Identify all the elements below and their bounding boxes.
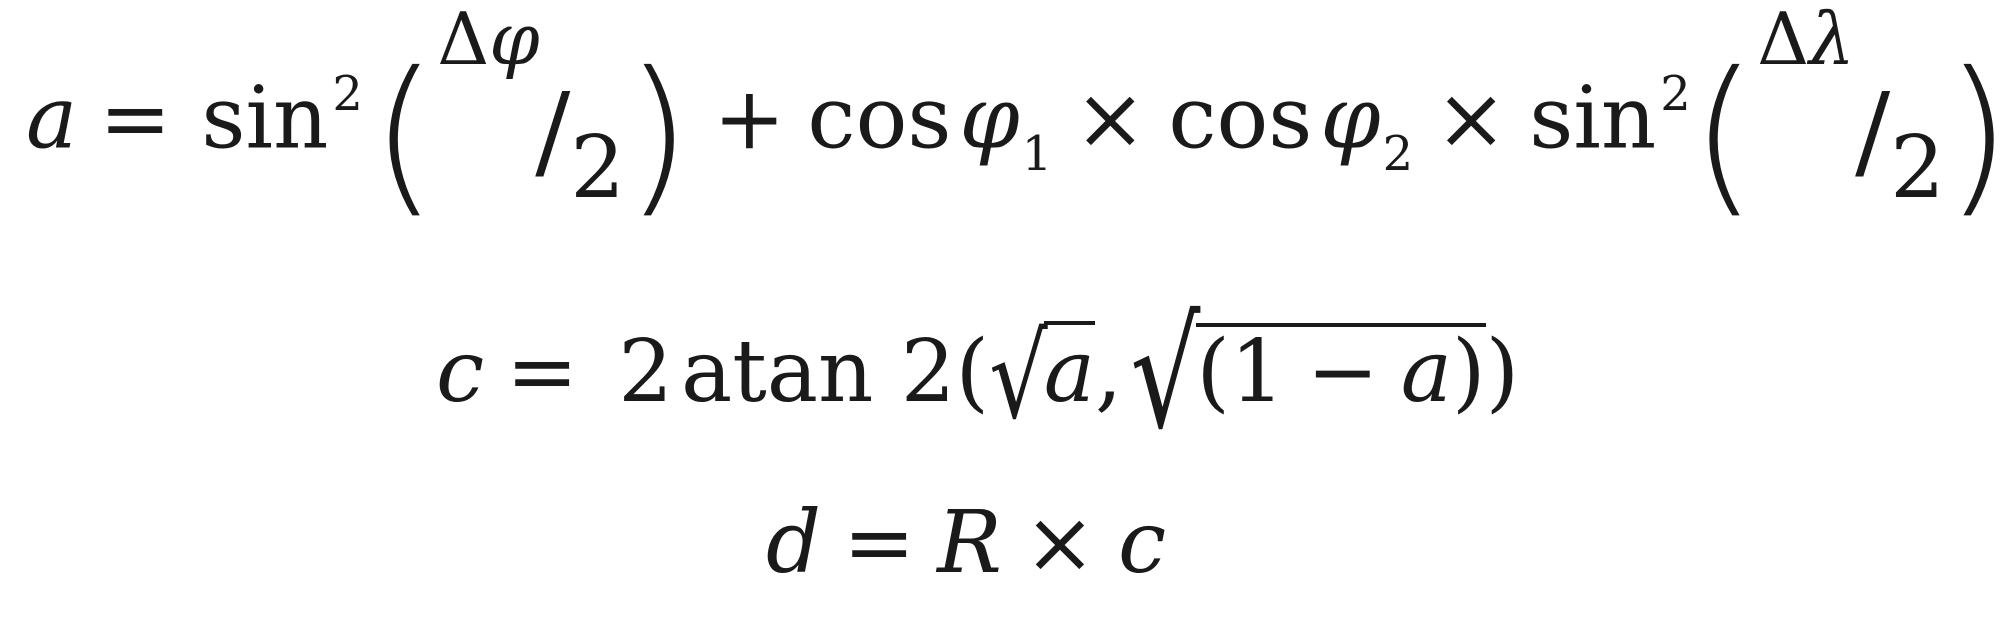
var-a: a [26, 68, 78, 169]
fraction-slash-2: / [1855, 70, 1891, 192]
denominator-two-2: 2 [1890, 118, 1945, 218]
delta-phi: Δφ [437, 0, 540, 81]
sin-function-2: sin [1529, 68, 1657, 169]
sqrt-a [989, 310, 1095, 445]
times-sign-2: × [1435, 68, 1508, 169]
equals-sign-3: = [843, 493, 916, 593]
sqrt-one-minus-a [1130, 288, 1486, 462]
delta-phi-over-2 [437, 0, 626, 218]
distance-formula [766, 493, 1167, 593]
sqrt-one-minus-a-body: (1 − a) [1196, 322, 1486, 422]
subscript-1: 1 [1021, 125, 1053, 182]
comma: , [1094, 322, 1123, 422]
var-c-2: c [1117, 493, 1167, 593]
var-d: d [766, 493, 822, 593]
radical-sign-2: √ [1130, 288, 1201, 462]
left-paren-2: ( [1690, 36, 1758, 234]
denominator-two: 2 [570, 118, 626, 218]
square-exponent: 2 [332, 65, 363, 122]
phi-2: φ [1320, 68, 1381, 169]
left-paren: ( [370, 36, 438, 234]
delta-lambda-over-2 [1757, 0, 1945, 218]
var-c: c [436, 322, 485, 422]
delta-lambda: Δλ [1757, 0, 1855, 81]
cos-function-2: cos [1168, 68, 1313, 169]
subscript-2: 2 [1382, 125, 1414, 182]
sin-function: sin [201, 68, 329, 169]
phi-1: φ [959, 68, 1020, 169]
var-R: R [937, 493, 1002, 593]
right-paren-2: ) [1944, 36, 2011, 234]
equals-sign-2: = [506, 322, 579, 422]
times-sign-3: × [1023, 493, 1096, 593]
haversine-a-formula [26, 0, 2011, 234]
radical-sign: √ [989, 310, 1048, 445]
square-exponent-2: 2 [1660, 65, 1691, 122]
cos-function: cos [807, 68, 952, 169]
fraction-slash: / [535, 70, 571, 192]
times-sign: × [1074, 68, 1147, 169]
plus-sign: + [713, 68, 786, 169]
coefficient-two: 2 [618, 322, 673, 422]
equals-sign: = [99, 68, 172, 169]
sqrt-a-body: a [1043, 322, 1095, 422]
haversine-c-formula [436, 288, 1520, 462]
atan2-function: atan 2 [680, 322, 956, 422]
open-paren: ( [955, 322, 990, 422]
close-paren: ) [1485, 322, 1520, 422]
right-paren: ) [625, 36, 692, 234]
